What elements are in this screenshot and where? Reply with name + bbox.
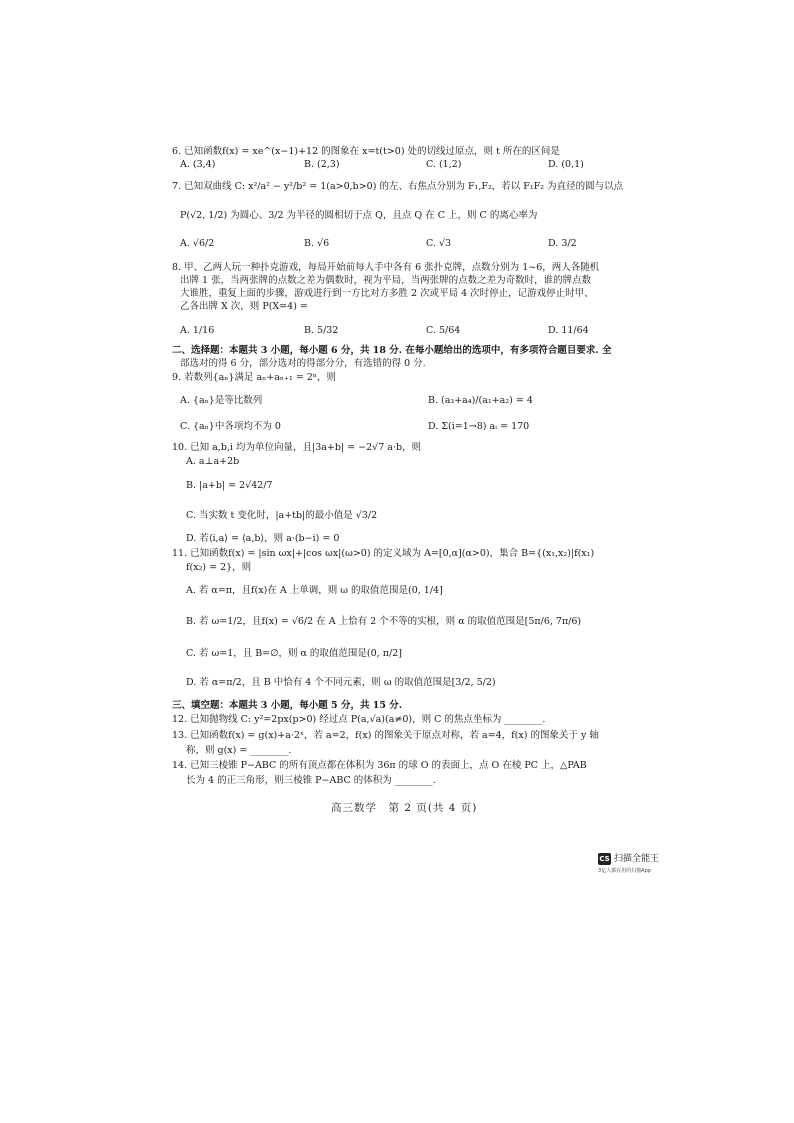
question-11-option-b: B. 若 ω=1/2，且f(x) = √6/2 在 A 上恰有 2 个不等的实根，则 α 的取值范围是[5π/6, 7π/6) <box>186 616 582 627</box>
question-10-stem: 10. 已知 a,b,i 均为单位向量，且|3a+b| = −2√7 a·b，则 <box>172 442 422 453</box>
question-12: 12. 已知抛物线 C: y²=2px(p>0) 经过点 P(a,√a)(a≠0)，则 C 的焦点坐标为 ________. <box>172 714 546 725</box>
question-11-option-c: C. 若 ω=1，且 B=∅，则 α 的取值范围是(0, π/2] <box>186 648 402 659</box>
question-7-option-a: A. √6/2 <box>180 238 215 249</box>
question-10-option-b: B. |a+b| = 2√42/7 <box>186 480 273 491</box>
question-7-option-c: C. √3 <box>426 238 452 249</box>
question-7-line-2: P(√2, 1/2) 为圆心、3/2 为半径的圆相切于点 Q，且点 Q 在 C 上，则 C 的离心率为 <box>180 210 538 221</box>
question-11-option-a: A. 若 α=π，且f(x)在 A 上单调，则 ω 的取值范围是(0, 1/4] <box>186 585 443 596</box>
scanner-tagline: 3亿人都在用的扫描App <box>598 868 651 874</box>
question-9-option-a: A. {aₙ}是等比数列 <box>180 395 263 406</box>
question-7-option-b: B. √6 <box>304 238 330 249</box>
question-10-option-d: D. 若⟨i,a⟩ = ⟨a,b⟩，则 a·(b−i) = 0 <box>186 533 340 544</box>
question-7-line-1: 7. 已知双曲线 C: x²/a² − y²/b² = 1(a>0,b>0) 的左、右焦点分别为 F₁,F₂，若以 F₁F₂ 为直径的圆与以点 <box>172 181 624 192</box>
section-3-heading: 三、填空题：本题共 3 小题，每小题 5 分，共 15 分. <box>172 700 403 711</box>
question-6-stem: 6. 已知函数f(x) = xe^(x−1)+12 的图象在 x=t(t>0) 处的切线过原点，则 t 所在的区间是 <box>172 146 560 157</box>
question-8-line-4: 乙各出牌 X 次，则 P(X=4) = <box>180 301 308 312</box>
section-2-heading-line-1: 二、选择题：本题共 3 小题，每小题 6 分，共 18 分. 在每小题给出的选项中，有多项符合题目要求. 全 <box>172 345 612 356</box>
question-9-option-d: D. Σ(i=1→8) aᵢ = 170 <box>428 421 530 432</box>
question-13-line-2: 称，则 g(x) = ________. <box>186 745 292 756</box>
question-8-option-c: C. 5/64 <box>426 325 461 336</box>
question-8-option-b: B. 5/32 <box>304 325 339 336</box>
question-9-stem: 9. 若数列{aₙ}满足 aₙ+aₙ₊₁ = 2ⁿ，则 <box>172 372 336 383</box>
question-9-option-b: B. (a₃+a₄)/(a₁+a₂) = 4 <box>428 395 533 406</box>
section-2-heading-line-2: 部选对的得 6 分，部分选对的得部分分，有选错的得 0 分. <box>180 358 426 369</box>
question-11-line-1: 11. 已知函数f(x) = |sin ωx|+|cos ωx|(ω>0) 的定义域为 A=[0,α](α>0)，集合 B={(x₁,x₂)|f(x₁) <box>172 548 595 559</box>
question-8-line-2: 出牌 1 张，当两张牌的点数之差为偶数时，视为平局，当两张牌的点数之差为奇数时，谁的牌点数 <box>180 275 592 286</box>
question-6-option-a: A. (3,4) <box>180 159 216 170</box>
scanner-watermark <box>598 853 678 879</box>
question-11-option-d: D. 若 α=π/2，且 B 中恰有 4 个不同元素，则 ω 的取值范围是[3/2, 5/2) <box>186 677 496 688</box>
question-8-line-3: 大谁胜，重复上面的步骤，游戏进行到一方比对方多胜 2 次或平局 4 次时停止，记游戏停止时甲、 <box>180 288 594 299</box>
question-10-option-a: A. a⊥a+2b <box>186 456 240 467</box>
question-8-option-a: A. 1/16 <box>180 325 215 336</box>
question-14-line-2: 长为 4 的正三角形，则三棱锥 P−ABC 的体积为 ________. <box>186 775 436 786</box>
question-6-option-d: D. (0,1) <box>548 159 584 170</box>
question-6-option-b: B. (2,3) <box>304 159 340 170</box>
question-10-option-c: C. 当实数 t 变化时，|a+tb|的最小值是 √3/2 <box>186 510 378 521</box>
question-6-option-c: C. (1,2) <box>426 159 462 170</box>
question-8-option-d: D. 11/64 <box>548 325 589 336</box>
question-8-line-1: 8. 甲、乙两人玩一种扑克游戏，每局开始前每人手中各有 6 张扑克牌，点数分别为 1~6，两人各随机 <box>172 262 600 273</box>
question-7-option-d: D. 3/2 <box>548 238 577 249</box>
question-14-line-1: 14. 已知三棱锥 P−ABC 的所有顶点都在体积为 36π 的球 O 的表面上，点 O 在棱 PC 上，△PAB <box>172 760 587 771</box>
page-footer: 高三数学 第 2 页(共 4 页) <box>331 802 478 814</box>
question-9-option-c: C. {aₙ}中各项均不为 0 <box>180 421 281 432</box>
question-13-line-1: 13. 已知函数f(x) = g(x)+a·2ˣ，若 a=2，f(x) 的图象关于原点对称，若 a=4，f(x) 的图象关于 y 轴 <box>172 730 599 741</box>
scanner-app-name: 扫描全能王 <box>614 854 660 864</box>
scanner-logo-icon: CS <box>599 855 610 863</box>
question-11-line-2: f(x₂) = 2}，则 <box>186 562 252 573</box>
